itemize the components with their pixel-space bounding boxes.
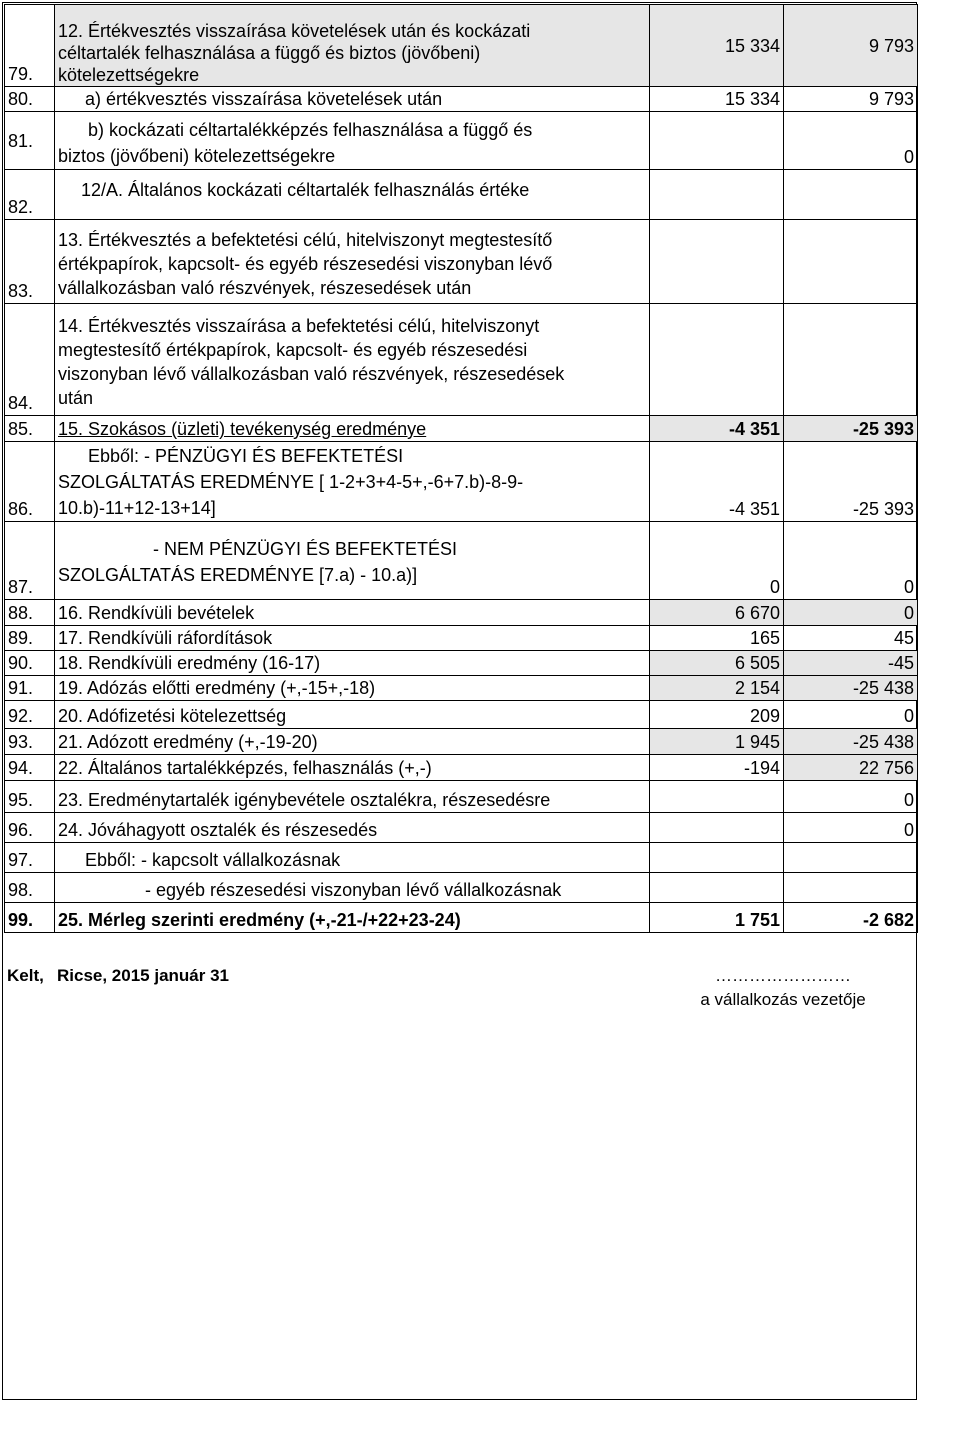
signature-block [4, 964, 917, 1012]
table-row [5, 626, 918, 651]
value-current-year: 0 [784, 701, 918, 729]
table-row [5, 755, 918, 781]
description-line: után [58, 388, 94, 408]
value-previous-year: 15 334 [650, 87, 784, 112]
row-description: 16. Rendkívüli bevételek [55, 600, 650, 626]
row-number: 97. [5, 843, 55, 873]
signature-line: …………………… [715, 966, 851, 985]
row-description: Ebből: - kapcsolt vállalkozásnak [55, 843, 650, 873]
table-row [5, 781, 918, 813]
table-row [5, 701, 918, 729]
row-description: 15. Szokásos (üzleti) tevékenység eredménye [55, 416, 650, 442]
value-previous-year [650, 843, 784, 873]
value-current-year: -45 [784, 651, 918, 676]
row-description: 17. Rendkívüli ráfordítások [55, 626, 650, 651]
row-description: 23. Eredménytartalék igénybevétele osztalékra, részesedésre [55, 781, 650, 813]
value-current-year: 22 756 [784, 755, 918, 781]
signature-area [649, 964, 917, 1012]
description-line: kötelezettségekre [58, 65, 200, 85]
table-row [5, 522, 918, 600]
description-line: viszonyban lévő vállalkozásban való részvények, részesedések [58, 364, 565, 384]
value-previous-year [650, 813, 784, 843]
table-row [5, 903, 918, 933]
description-line: vállalkozásban való részvények, részesedések után [58, 278, 472, 298]
row-description: 19. Adózás előtti eredmény (+,-15+,-18) [55, 676, 650, 701]
row-number: 93. [5, 729, 55, 755]
value-previous-year [650, 5, 784, 87]
description-line: SZOLGÁLTATÁS EREDMÉNYE [7.a) - 10.a)] [58, 565, 418, 585]
value-previous-year: 165 [650, 626, 784, 651]
value-previous-year: 1 945 [650, 729, 784, 755]
description-line: 10.b)-11+12-13+14] [58, 498, 216, 518]
row-description: a) értékvesztés visszaírása követelések után [55, 87, 650, 112]
value-current-year: -25 438 [784, 729, 918, 755]
description-line: 12. Értékvesztés visszaírása követelések után és kockázati [58, 21, 531, 41]
cell-value: 9 793 [868, 35, 914, 56]
description-line: SZOLGÁLTATÁS EREDMÉNYE [ 1-2+3+4-5+,-6+7.b)-8-9- [58, 472, 524, 492]
value-current-year: 0 [784, 813, 918, 843]
value-current-year: 0 [784, 781, 918, 813]
row-number: 99. [5, 903, 55, 933]
value-current-year: -2 682 [784, 903, 918, 933]
table-row [5, 442, 918, 522]
table-row [5, 87, 918, 112]
value-current-year: -25 438 [784, 676, 918, 701]
value-current-year [784, 220, 918, 304]
row-number: 79. [5, 5, 55, 87]
value-previous-year: 1 751 [650, 903, 784, 933]
row-number: 82. [5, 170, 55, 220]
cell-value: 15 334 [724, 35, 780, 56]
value-current-year: 9 793 [784, 87, 918, 112]
row-number: 86. [5, 442, 55, 522]
row-number: 83. [5, 220, 55, 304]
description-line: 12/A. Általános kockázati céltartalék felhasználás értéke [81, 180, 530, 200]
value-previous-year: 2 154 [650, 676, 784, 701]
value-previous-year: 6 505 [650, 651, 784, 676]
value-current-year: 0 [784, 112, 918, 170]
row-number: 89. [5, 626, 55, 651]
row-description [55, 220, 650, 304]
value-previous-year: 6 670 [650, 600, 784, 626]
description-line: b) kockázati céltartalékképzés felhasználása a függő és [88, 120, 533, 140]
row-number: 87. [5, 522, 55, 600]
table-row [5, 5, 918, 87]
row-description: 25. Mérleg szerinti eredmény (+,-21-/+22+23-24) [55, 903, 650, 933]
table-row [5, 873, 918, 903]
table-row [5, 843, 918, 873]
row-description: 21. Adózott eredmény (+,-19-20) [55, 729, 650, 755]
value-current-year [784, 5, 918, 87]
value-current-year [784, 304, 918, 416]
table-row [5, 416, 918, 442]
table-row [5, 170, 918, 220]
row-number: 85. [5, 416, 55, 442]
value-previous-year [650, 873, 784, 903]
value-previous-year: 209 [650, 701, 784, 729]
row-description: 18. Rendkívüli eredmény (16-17) [55, 651, 650, 676]
row-description [55, 170, 650, 220]
row-description: 20. Adófizetési kötelezettség [55, 701, 650, 729]
description-line: 13. Értékvesztés a befektetési célú, hitelviszonyt megtestesítő [58, 230, 553, 250]
place-label: Kelt, [7, 966, 44, 985]
value-current-year [784, 170, 918, 220]
row-description [55, 5, 650, 87]
row-number: 95. [5, 781, 55, 813]
row-number: 94. [5, 755, 55, 781]
value-previous-year [650, 304, 784, 416]
table-row [5, 304, 918, 416]
row-number: 92. [5, 701, 55, 729]
value-previous-year [650, 781, 784, 813]
value-current-year [784, 873, 918, 903]
value-previous-year [650, 112, 784, 170]
row-number: 80. [5, 87, 55, 112]
table-row [5, 220, 918, 304]
table-row [5, 729, 918, 755]
row-number: 88. [5, 600, 55, 626]
signature-caption: a vállalkozás vezetője [700, 990, 866, 1009]
value-current-year: -25 393 [784, 442, 918, 522]
table-row [5, 651, 918, 676]
value-previous-year [650, 220, 784, 304]
value-current-year: 45 [784, 626, 918, 651]
table-row [5, 112, 918, 170]
value-previous-year: -4 351 [650, 416, 784, 442]
description-line: céltartalék felhasználása a függő és biztos (jövőbeni) [58, 43, 481, 63]
row-number: 81. [5, 112, 55, 170]
value-previous-year [650, 170, 784, 220]
description-line: értékpapírok, kapcsolt- és egyéb részesedési viszonyban lévő [58, 254, 553, 274]
row-number: 96. [5, 813, 55, 843]
value-previous-year: 0 [650, 522, 784, 600]
row-description: 24. Jóváhagyott osztalék és részesedés [55, 813, 650, 843]
row-description: - egyéb részesedési viszonyban lévő vállalkozásnak [55, 873, 650, 903]
description-line: 14. Értékvesztés visszaírása a befektetési célú, hitelviszonyt [58, 316, 540, 336]
description-line: biztos (jövőbeni) kötelezettségekre [58, 146, 336, 166]
row-number: 91. [5, 676, 55, 701]
place-date: Ricse, 2015 január 31 [57, 966, 230, 985]
value-current-year: -25 393 [784, 416, 918, 442]
table-row [5, 600, 918, 626]
value-previous-year: -4 351 [650, 442, 784, 522]
table-row [5, 813, 918, 843]
row-number: 98. [5, 873, 55, 903]
value-current-year [784, 843, 918, 873]
value-previous-year: -194 [650, 755, 784, 781]
income-statement-table [4, 4, 918, 933]
table-row [5, 676, 918, 701]
description-line: - NEM PÉNZÜGYI ÉS BEFEKTETÉSI [153, 539, 458, 559]
description-line: Ebből: - PÉNZÜGYI ÉS BEFEKTETÉSI [88, 446, 404, 466]
row-number: 84. [5, 304, 55, 416]
value-current-year: 0 [784, 522, 918, 600]
row-description [55, 112, 650, 170]
row-description [55, 442, 650, 522]
row-number: 90. [5, 651, 55, 676]
description-line: megtestesítő értékpapírok, kapcsolt- és egyéb részesedési [58, 340, 528, 360]
row-description [55, 304, 650, 416]
row-description: 22. Általános tartalékképzés, felhasználás (+,-) [55, 755, 650, 781]
row-description [55, 522, 650, 600]
value-current-year: 0 [784, 600, 918, 626]
